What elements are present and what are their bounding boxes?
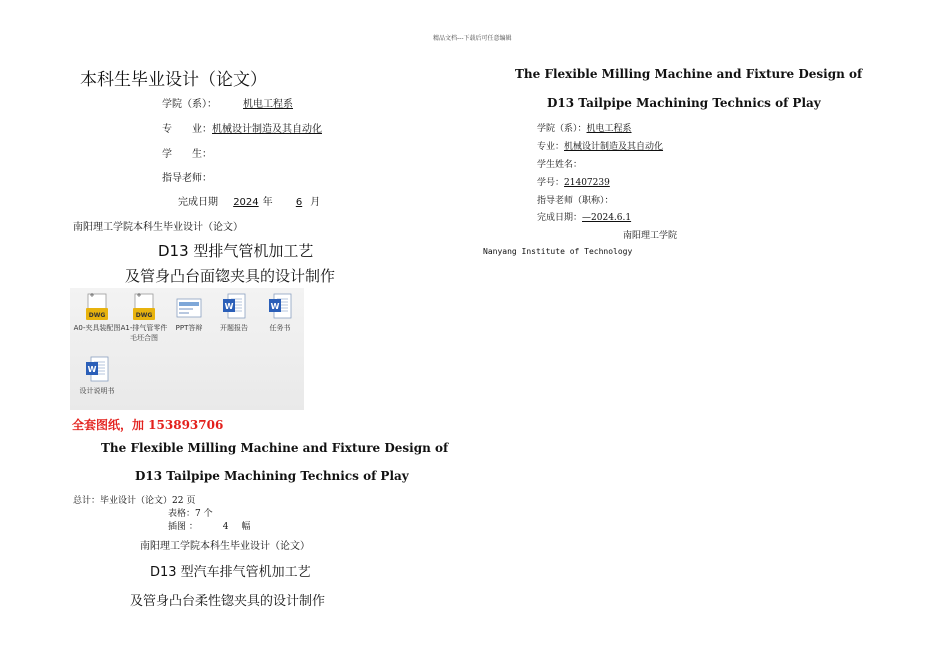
file-item[interactable] xyxy=(165,293,213,333)
date-year-unit: 年 xyxy=(262,197,273,208)
right-english-title-line1: The Flexible Milling Machine and Fixture Design of xyxy=(515,67,863,81)
file-item[interactable] xyxy=(210,293,258,333)
right-date-label: 完成日期： xyxy=(537,213,583,223)
right-advisor-label: 指导老师（职称）： xyxy=(537,196,614,206)
right-school-cn: 南阳理工学院 xyxy=(623,231,678,241)
file-label: A0-夹具装配图 xyxy=(73,324,121,332)
file-label: PPT答辩 xyxy=(175,324,203,332)
school-header: 南阳理工学院本科生毕业设计（论文） xyxy=(73,222,243,233)
file-label: 设计说明书 xyxy=(79,387,115,395)
right-name-label: 学生姓名： xyxy=(537,160,583,170)
date-prefix: 完成日期 xyxy=(178,197,218,208)
student-label: 学 生： xyxy=(162,149,212,160)
right-dept-value: 机电工程系 xyxy=(586,124,632,134)
svg-text:W: W xyxy=(87,365,97,374)
thesis-title2-line1: D13 型汽车排气管机加工艺 xyxy=(150,565,311,580)
major-row xyxy=(162,120,322,135)
advisor-row xyxy=(162,169,212,184)
svg-text:W: W xyxy=(270,302,280,311)
right-major-row xyxy=(537,139,663,152)
school-header-2: 南阳理工学院本科生毕业设计（论文） xyxy=(140,541,310,552)
dwg-file-icon xyxy=(84,293,110,321)
date-month-unit: 月 xyxy=(310,197,321,208)
college-value: 机电工程系 xyxy=(243,99,293,110)
file-item[interactable] xyxy=(73,356,121,396)
figures-count: 4 xyxy=(222,522,229,532)
english-title-line1: The Flexible Milling Machine and Fixture Design of xyxy=(101,441,449,455)
date-month: 6 xyxy=(295,197,303,208)
college-label: 学院（系）： xyxy=(162,99,217,110)
file-label: 任务书 xyxy=(269,324,291,332)
cover-title: 本科生毕业设计（论文） xyxy=(80,70,267,90)
right-id-value: 21407239 xyxy=(564,178,610,188)
right-id-row xyxy=(537,175,666,188)
page-count-line: 总计：毕业设计（论文）22 页 xyxy=(73,496,196,506)
header-note: 精品文档---下载后可任意编辑 xyxy=(433,35,512,42)
right-dept-row xyxy=(537,121,632,134)
thesis-title-line2: 及管身凸台面锪夹具的设计制作 xyxy=(125,267,336,285)
svg-text:DWG: DWG xyxy=(88,312,106,319)
right-major-value: 机械设计制造及其自动化 xyxy=(564,142,664,152)
college-row xyxy=(162,95,319,110)
right-english-title-line2: D13 Tailpipe Machining Technics of Play xyxy=(547,96,821,110)
ppt-file-icon xyxy=(176,293,202,321)
thesis-title2-line2: 及管身凸台柔性锪夹具的设计制作 xyxy=(130,594,326,609)
right-date-value: —2024.6.1 xyxy=(582,213,632,223)
right-advisor-row xyxy=(537,193,614,206)
right-dept-label: 学院（系）： xyxy=(537,124,587,134)
file-item[interactable] xyxy=(73,293,121,333)
figures-label: 插图 ： xyxy=(168,522,198,532)
word-doc-icon xyxy=(221,293,247,321)
right-name-row xyxy=(537,157,582,170)
advisor-label: 指导老师： xyxy=(162,173,212,184)
file-label: A1-排气管零件毛坯合图 xyxy=(120,324,168,342)
english-title-line2: D13 Tailpipe Machining Technics of Play xyxy=(135,469,409,483)
attachment-file-panel xyxy=(70,288,304,410)
right-id-label: 学号： xyxy=(537,178,565,188)
right-major-label: 专业： xyxy=(537,142,565,152)
date-year: 2024 xyxy=(233,197,259,208)
major-label: 专 业： xyxy=(162,124,212,135)
file-item[interactable] xyxy=(256,293,304,333)
major-value: 机械设计制造及其自动化 xyxy=(212,124,322,135)
thesis-title-line1: D13 型排气管机加工艺 xyxy=(158,242,314,260)
file-item[interactable] xyxy=(120,293,168,343)
completion-date-row xyxy=(178,193,320,208)
student-row xyxy=(162,145,212,160)
svg-text:DWG: DWG xyxy=(135,312,153,319)
right-school-en: Nanyang Institute of Technology xyxy=(483,247,633,256)
right-date-row xyxy=(537,210,647,223)
file-label: 开题报告 xyxy=(220,324,248,332)
figures-unit: 幅 xyxy=(241,522,251,532)
table-count-line: 表格：7 个 xyxy=(168,509,213,519)
dwg-file-icon xyxy=(131,293,157,321)
figure-count-line xyxy=(168,519,250,532)
svg-text:W: W xyxy=(224,302,234,311)
promo-text: 全套图纸，加 153893706 xyxy=(72,418,224,432)
word-doc-icon xyxy=(267,293,293,321)
word-doc-icon xyxy=(84,356,110,384)
